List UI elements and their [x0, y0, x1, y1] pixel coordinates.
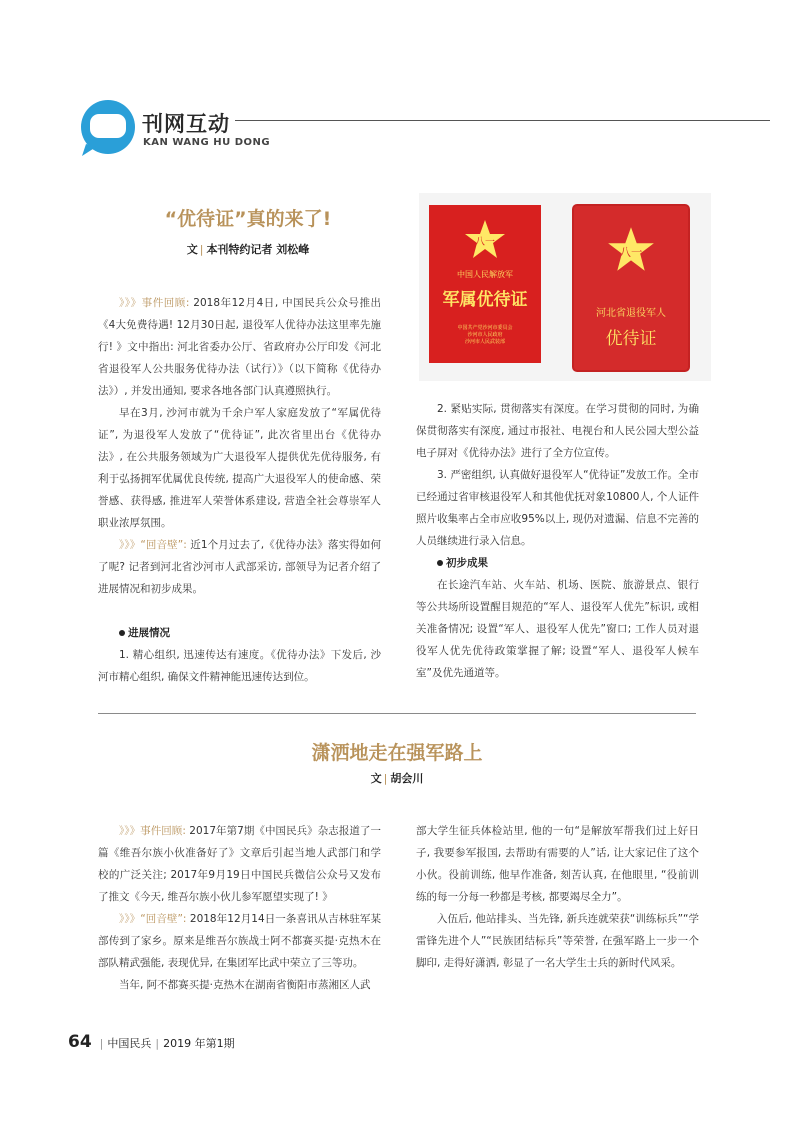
paragraph-text: 3. 严密组织, 认真做好退役军人“优待证”发放工作。全市已经通过省审核退役军人和其他优抚对象10800人, 个人证件照片收集率占全市应收95%以上, 现仍对遗漏、信息不完善的人员继续进行录入信息。 [416, 469, 699, 547]
paragraph [416, 464, 699, 552]
lead-label: 》》》事件回顾: [119, 297, 190, 309]
certificates-photo [419, 193, 711, 381]
paragraph-text: 在长途汽车站、火车站、机场、医院、旅游景点、银行等公共场所设置醒目规范的“军人、退役军人优先”标识, 或相关准备情况; 设置“军人、退役军人优先”窗口; 工作人员对退役军人优先优待政策掌握了解; 设置“军人、退役军人候车室”及优先通道等。 [416, 579, 699, 679]
paragraph [416, 398, 699, 464]
certificate-issuer-list: 中国共产党沙河市委员会 沙河市人民政府 沙河市人民武装部 [457, 325, 513, 345]
certificate-title: 优待证 [605, 329, 657, 349]
article2-left-column [98, 820, 381, 996]
page-number: 64 [68, 1032, 92, 1052]
paragraph [98, 820, 381, 908]
paragraph-text: 入伍后, 他站排头、当先锋, 新兵连就荣获“训练标兵”“学雷锋先进个人”“民族团结标兵”等荣誉, 在强军路上一步一个脚印, 走得好潇洒, 彰显了一名大学生士兵的新时代风采。 [416, 913, 699, 969]
section-heading-results: 初步成果 [416, 552, 699, 574]
paragraph-text: 2018年12月14日一条喜讯从吉林驻军某部传到了家乡。原来是维吾尔族战士阿不都赛买提·克热木在部队精武强能, 表现优异, 在集团军比武中荣立了三等功。 [98, 913, 381, 969]
veteran-certificate [574, 206, 688, 370]
paragraph [416, 908, 699, 974]
article1-title: “优待证”真的来了! [164, 208, 332, 230]
star-emblem-icon [607, 226, 655, 276]
bullet-icon [119, 630, 125, 636]
page-footer: 64 | 中国民兵 | 2019 年第1期 [68, 1032, 235, 1052]
paragraph-text: 2017年第7期《中国民兵》杂志报道了一篇《维吾尔族小伙准备好了》文章后引起当地人武部门和学校的广泛关注; 2017年9月19日中国民兵微信公众号又发布了推文《今天, 维吾尔族小伙儿参军愿望实现了! 》 [98, 825, 381, 903]
certificate-issuer: 河北省退役军人 [596, 308, 666, 319]
section-heading-progress: 进展情况 [98, 622, 381, 644]
svg-text:八一: 八一 [619, 244, 643, 259]
lead-label: 》》》事件回顾: [119, 825, 186, 837]
article2-byline: 文 | 胡会川 [370, 772, 424, 785]
paragraph [98, 974, 381, 996]
magazine-name: 中国民兵 [107, 1037, 152, 1050]
star-emblem-icon [464, 219, 506, 263]
chat-bubble-logo-icon [78, 100, 138, 158]
byline-prefix: 文 [370, 772, 382, 785]
section-title: 刊网互动 [142, 112, 230, 136]
byline-author: 本刊特约记者 刘松峰 [206, 243, 310, 256]
lead-label: 》》》“回音壁”: [119, 539, 187, 551]
paragraph [98, 534, 381, 600]
paragraph [416, 574, 699, 684]
article2-right-column [416, 820, 699, 974]
paragraph [98, 908, 381, 974]
paragraph-text: 1. 精心组织, 迅速传达有速度。《优待办法》下发后, 沙河市精心组织, 确保文件精神能迅速传达到位。 [98, 649, 381, 683]
byline-prefix: 文 [186, 243, 198, 256]
article-divider [98, 713, 696, 714]
article1-left-column [98, 292, 381, 688]
paragraph [98, 644, 381, 688]
issue-label: 2019 年第1期 [163, 1037, 235, 1050]
paragraph-text: 当年, 阿不都赛买提·克热木在湖南省衡阳市蒸湘区人武 [119, 979, 371, 991]
certificate-issuer: 中国人民解放军 [457, 270, 513, 279]
paragraph [98, 292, 381, 402]
paragraph-text: 部大学生征兵体检站里, 他的一句“是解放军帮我们过上好日子, 我要参军报国, 去帮助有需要的人”话, 让大家记住了这个小伙。役前训练, 他早作准备, 刻苦认真, 在他眼里, “役前训练的每一分每一秒都是考核, 都要竭尽全力”。 [416, 825, 699, 903]
section-subtitle: KAN WANG HU DONG [143, 137, 271, 148]
certificate-title: 军属优待证 [442, 290, 528, 310]
paragraph-text: 早在3月, 沙河市就为千余户军人家庭发放了“军属优待证”, 为退役军人发放了“优待证”, 此次省里出台《优待办法》, 在公共服务领域为广大退役军人提供优先优待服务, 有利于弘扬拥军优属优良传统, 提高广大退役军人的使命感、荣誉感、获得感, 推进军人荣誉体系建设, 营造全社会尊崇军人职业浓厚氛围。 [98, 407, 381, 529]
paragraph-text: 近1个月过去了,《优待办法》落实得如何了呢? 记者到河北省沙河市人武部采访, 部领导为记者介绍了进展情况和初步成果。 [98, 539, 382, 595]
paragraph [98, 402, 381, 534]
article2-title: 潇洒地走在强军路上 [311, 742, 483, 764]
article1-right-column [416, 398, 699, 684]
lead-label: 》》》“回音壁”: [119, 913, 187, 925]
bullet-icon [437, 560, 443, 566]
svg-text:八一: 八一 [475, 237, 495, 248]
paragraph-text: 2018年12月4日, 中国民兵公众号推出《4大免费待遇! 12月30日起, 退役军人优待办法这里率先施行! 》文中指出: 河北省委办公厅、省政府办公厅印发《河北省退役军人公共服务优待办法（试行）》（以下简称《优待办法》）, 并发出通知, 要求各地各部门认真遵照执行。 [98, 297, 381, 397]
paragraph-text: 2. 紧贴实际, 贯彻落实有深度。在学习贯彻的同时, 为确保贯彻落实有深度, 通过市报社、电视台和人民公园大型公益电子屏对《优待办法》进行了全方位宣传。 [416, 403, 699, 459]
paragraph [416, 820, 699, 908]
byline-author: 胡会川 [390, 772, 424, 785]
article1-byline: 文 | 本刊特约记者 刘松峰 [186, 243, 310, 256]
header-rule [235, 120, 770, 121]
military-family-certificate [429, 205, 541, 363]
